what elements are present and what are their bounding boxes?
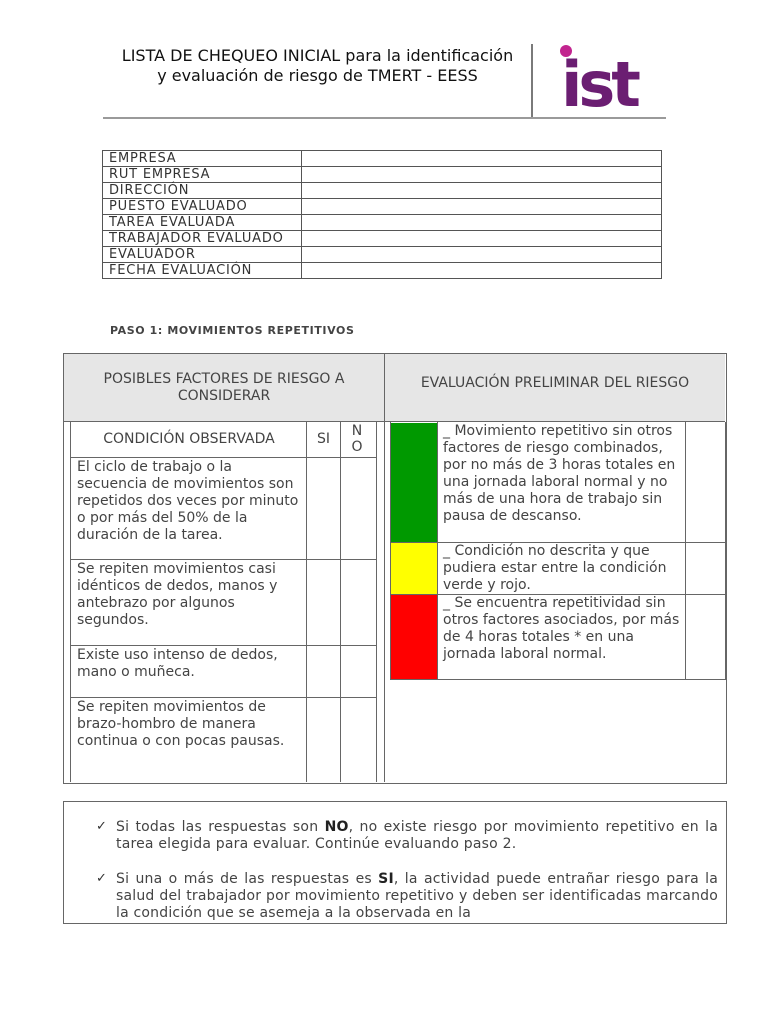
si-column-header: SI	[316, 431, 330, 447]
red-risk-swatch	[391, 595, 437, 679]
info-row	[103, 263, 662, 279]
instruction-2	[116, 871, 718, 922]
evaluation-yellow-mark-cell[interactable]	[686, 543, 725, 594]
title-divider	[531, 44, 533, 118]
info-value-field[interactable]	[302, 167, 662, 183]
info-row	[103, 231, 662, 247]
condition-4-no-cell[interactable]	[341, 698, 376, 782]
info-label: TRABAJADOR EVALUADO	[103, 231, 302, 247]
evaluation-green-mark-cell[interactable]	[686, 423, 725, 542]
right-header: EVALUACIÓN PRELIMINAR DEL RIESGO	[385, 354, 725, 421]
inner-left-border	[70, 422, 71, 782]
info-row	[103, 183, 662, 199]
green-risk-swatch	[391, 423, 437, 542]
info-label: FECHA EVALUACIÓN	[103, 263, 302, 279]
condition-1-si-cell[interactable]	[307, 458, 340, 559]
info-row	[103, 167, 662, 183]
condition-3: Existe uso intenso de dedos, mano o muñeca.	[77, 647, 278, 680]
inner-right-border	[376, 422, 377, 782]
condition-2: Se repiten movimientos casi idénticos de dedos, manos y antebrazo por algunos segundos.	[77, 561, 278, 628]
condition-2-si-cell[interactable]	[307, 560, 340, 645]
instructions-box	[63, 801, 727, 924]
info-value-field[interactable]	[302, 215, 662, 231]
info-value-field[interactable]	[302, 231, 662, 247]
eval-color-border	[437, 422, 438, 680]
center-divider	[384, 354, 385, 782]
evaluation-red-text: _ Se encuentra repetitividad sin otros factores asociados, por más de 4 horas totales * en una jornada laboral normal.	[443, 595, 680, 662]
document-title: LISTA DE CHEQUEO INICIAL para la identificación y evaluación de riesgo de TMERT - EESS	[121, 46, 514, 85]
instruction-2-text-end: , la actividad puede entrañar riesgo para la salud del trabajador por movimiento repetitivo y deben ser identificadas marcando la condición que se asemeja a la observada en la	[116, 871, 718, 921]
info-label: TAREA EVALUADA	[103, 215, 302, 231]
section-title: PASO 1: MOVIMIENTOS REPETITIVOS	[110, 324, 355, 337]
info-value-field[interactable]	[302, 247, 662, 263]
info-label: RUT EMPRESA	[103, 167, 302, 183]
logo-text: ist	[561, 48, 637, 114]
info-value-field[interactable]	[302, 183, 662, 199]
condition-4: Se repiten movimientos de brazo-hombro de manera continua o con pocas pausas.	[77, 699, 285, 749]
eval-row-line	[390, 679, 725, 680]
condition-column-header: CONDICIÓN OBSERVADA	[103, 431, 275, 447]
info-row	[103, 151, 662, 167]
info-label: EMPRESA	[103, 151, 302, 167]
info-row	[103, 199, 662, 215]
instruction-2-text: Si una o más de las respuestas es	[116, 871, 379, 887]
info-value-field[interactable]	[302, 263, 662, 279]
info-row	[103, 247, 662, 263]
ist-logo	[553, 42, 645, 114]
instruction-1-text: Si todas las respuestas son	[116, 819, 325, 835]
instruction-1-text-end: , no existe riesgo por movimiento repetitivo en la tarea elegida para evaluar. Continúe evaluando paso 2.	[116, 819, 718, 852]
evaluation-green-text: _ Movimiento repetitivo sin otros factores de riesgo combinados, por no más de 3 horas totales en una jornada laboral normal y no más de una hora de trabajo sin pausa de descanso.	[443, 423, 676, 524]
yellow-risk-swatch	[391, 543, 437, 594]
company-info-table	[102, 150, 662, 279]
eval-left-border	[390, 422, 391, 680]
evaluation-red-mark-cell[interactable]	[686, 595, 725, 679]
condition-1: El ciclo de trabajo o la secuencia de movimientos son repetidos dos veces por minuto o por más del 50% de la duración de la tarea.	[77, 459, 299, 543]
header-rule	[103, 117, 666, 119]
instruction-1	[116, 819, 718, 853]
checkmark-icon: ✓	[96, 871, 107, 886]
eval-right-border	[725, 422, 726, 680]
info-row	[103, 215, 662, 231]
info-value-field[interactable]	[302, 199, 662, 215]
info-value-field[interactable]	[302, 151, 662, 167]
info-label: DIRECCIÓN	[103, 183, 302, 199]
condition-4-si-cell[interactable]	[307, 698, 340, 782]
instruction-2-bold: SI	[378, 871, 394, 887]
condition-2-no-cell[interactable]	[341, 560, 376, 645]
no-column-header: NO	[351, 423, 363, 455]
info-label: PUESTO EVALUADO	[103, 199, 302, 215]
condition-1-no-cell[interactable]	[341, 458, 376, 559]
checkmark-icon: ✓	[96, 819, 107, 834]
left-header: POSIBLES FACTORES DE RIESGO A CONSIDERAR	[64, 354, 384, 421]
condition-3-no-cell[interactable]	[341, 646, 376, 697]
evaluation-yellow-text: _ Condición no descrita y que pudiera estar entre la condición verde y rojo.	[443, 543, 667, 593]
header-bottom-line	[64, 421, 725, 422]
info-label: EVALUADOR	[103, 247, 302, 263]
instruction-1-bold: NO	[324, 819, 349, 835]
condition-3-si-cell[interactable]	[307, 646, 340, 697]
